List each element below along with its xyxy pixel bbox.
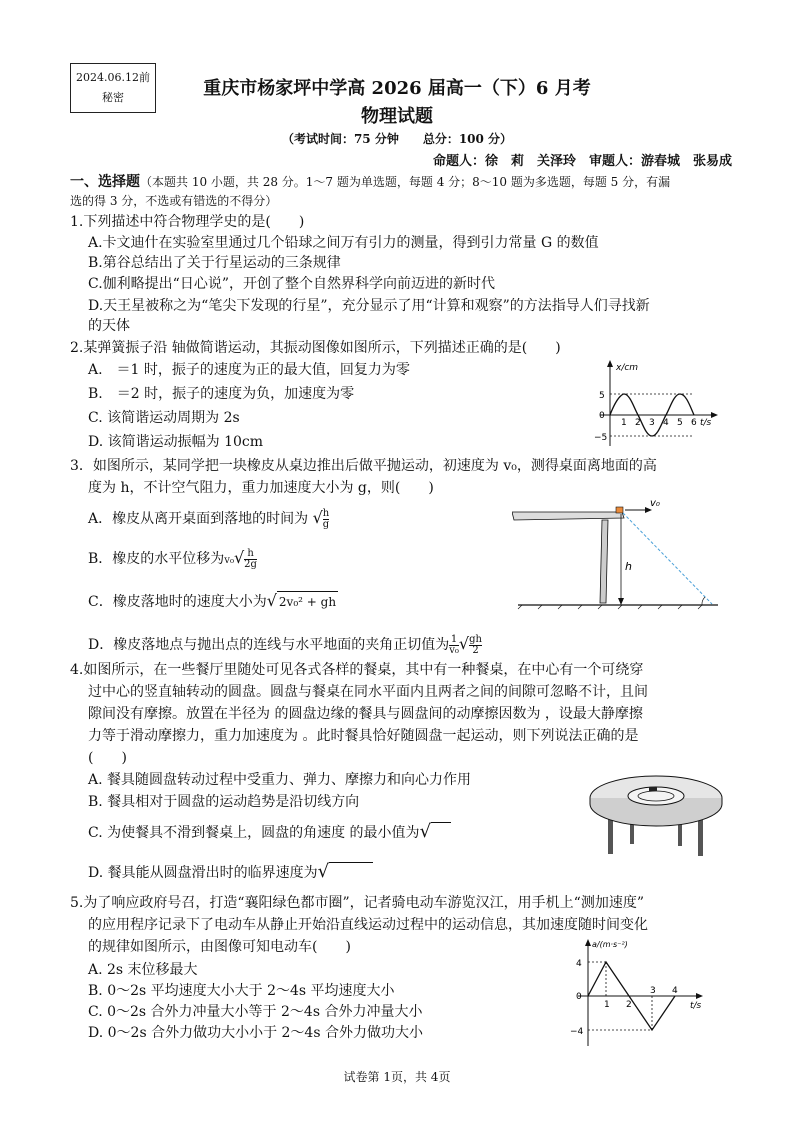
q3-table-leg	[600, 520, 608, 603]
q5-stem-line1: 5.为了响应政府号召，打造“襄阳绿色都市圈”，记者骑电动车游览汉江，用手机上“测加速度”	[70, 895, 644, 911]
q5-tick-4: 4	[672, 986, 678, 996]
q3-h-label: h	[625, 560, 632, 573]
q2-tick-3: 3	[649, 418, 655, 428]
q2-vibration-graph	[590, 358, 720, 448]
page-footer: 试卷第 1页，共 4页	[343, 1070, 451, 1084]
q1-option-d: D.天王星被称之为“笔尖下发现的行星”，充分显示了用“计算和观察”的方法指导人们寻找新	[88, 298, 650, 314]
authors: 命题人：徐 莉 关泽玲 审题人：游春城 张易成	[432, 154, 732, 169]
q5-option-d: D. 0～2s 合外力做功大小小于 2～4s 合外力做功大小	[88, 1025, 423, 1041]
q5-option-a: A. 2s 末位移最大	[88, 962, 198, 978]
q2-x-arrow	[711, 412, 718, 418]
q3-angle-arc	[702, 597, 705, 605]
q2-option-a: A. ＝1 时，振子的速度为正的最大值，回复力为零	[88, 362, 410, 378]
q5-tick-2: 2	[626, 1000, 632, 1010]
q3-stem-line2: 度为 h，不计空气阻力，重力加速度大小为 g，则( )	[88, 480, 434, 496]
q4-stem-line2: 过中心的竖直轴转动的圆盘。圆盘与餐桌在同水平面内且两者之间的间隙可忽略不计，且间	[88, 684, 648, 700]
section-note-line1: 一、选择题（本题共 10 小题，共 28 分。1～7 题为单选题，每题 4 分；8～10 题为多选题，每题 5 分，有漏	[70, 174, 671, 190]
q2-y-pos: 5	[599, 391, 605, 401]
q2-tick-5: 5	[677, 418, 683, 428]
exam-subtitle: 物理试题	[361, 106, 433, 127]
q3-d-fraction: $\frac{1}{\text{v₀}}$	[449, 633, 459, 656]
section-heading: 一、选择题	[70, 174, 140, 190]
exam-info: （考试时间：75 分钟 总分：100 分）	[281, 132, 513, 146]
q4-option-b: B. 餐具相对于圆盘的运动趋势是沿切线方向	[88, 794, 360, 810]
q4-option-d: D. 餐具能从圆盘滑出时的临界速度为√	[88, 862, 373, 883]
q3-tabletop	[512, 512, 624, 520]
q5-tick-1: 1	[604, 1000, 610, 1010]
q3-option-b: B．橡皮的水平位移为v₀√ $\frac{h}{2g}$	[88, 547, 257, 570]
exam-title: 重庆市杨家坪中学高 2026 届高一（下）6 月考	[203, 78, 591, 99]
q3-stem-line1: 3．如图所示，某同学把一块橡皮从桌边推出后做平抛运动，初速度为 v₀，测得桌面离地面的高	[70, 458, 657, 474]
q2-option-c: C. 该简谐运动周期为 2s	[88, 410, 240, 426]
q2-tick-2: 2	[635, 418, 641, 428]
q3-b-fraction: $\frac{h}{2g}$	[244, 547, 257, 570]
q4-stem-line4: 力等于滑动摩擦力，重力加速度为 。此时餐具恰好随圆盘一起运动，则下列说法正确的是	[88, 728, 639, 744]
q5-y-label: a/(m·s⁻²)	[592, 940, 628, 949]
q1-option-a: A.卡文迪什在实验室里通过几个铅球之间万有引力的测量，得到引力常量 G 的数值	[88, 235, 599, 251]
q3-option-d: D．橡皮落地点与抛出点的连线与水平地面的夹角正切值为 $\frac{1}{\text{v₀}}$ √ $\frac{gh}{2}$	[88, 633, 482, 656]
q5-stem-line3: 的规律如图所示，由图像可知电动车( )	[88, 939, 351, 955]
q4-stem-line3: 隙间没有摩擦。放置在半径为 的圆盘边缘的餐具与圆盘间的动摩擦因数为 ，设最大静摩擦	[88, 706, 643, 722]
q2-x-label: t/s	[700, 418, 712, 428]
q5-tick-3: 3	[650, 986, 656, 996]
q1-option-c: C.伽利略提出“日心说”，开创了整个自然界科学向前迈进的新时代	[88, 276, 495, 292]
q1-option-d-cont: 的天体	[88, 318, 130, 334]
q4-option-a: A. 餐具随圆盘转动过程中受重力、弹力、摩擦力和向心力作用	[88, 772, 472, 788]
q3-trajectory-line	[623, 513, 712, 604]
q2-y-zero: 0	[599, 411, 605, 421]
q4-tableware	[649, 787, 657, 791]
q5-y-pos: 4	[576, 959, 582, 969]
q5-stem-line2: 的应用程序记录下了电动车从静止开始沿直线运动过程中的运动信息，其加速度随时间变化	[88, 917, 648, 933]
q4-option-c: C. 为使餐具不滑到餐桌上，圆盘的角速度 的最小值为√	[88, 822, 451, 843]
q2-stem: 2.某弹簧振子沿 轴做简谐运动，其振动图像如图所示，下列描述正确的是( )	[70, 340, 561, 356]
q4-stem-line1: 4.如图所示，在一些餐厅里随处可见各式各样的餐桌，其中有一种餐桌，在中心有一个可绕穿	[70, 662, 644, 678]
q3-table-figure	[512, 498, 722, 610]
q2-tick-4: 4	[663, 418, 669, 428]
q2-y-arrow	[607, 360, 613, 367]
q2-y-label: x/cm	[616, 363, 639, 373]
section-note-line2: 选的得 3 分，不选或有错选的不得分）	[70, 194, 278, 208]
q3-option-a: A．橡皮从离开桌面到落地的时间为 √ $\frac{h}{g}$	[88, 507, 330, 530]
stamp-secret: 秘密	[102, 91, 124, 104]
q3-eraser	[616, 507, 623, 513]
stamp-date: 2024.06.12前	[76, 71, 150, 84]
q5-option-b: B. 0～2s 平均速度大小大于 2～4s 平均速度大小	[88, 983, 395, 999]
q3-option-c: C．橡皮落地时的速度大小为√ 2v₀² + gh	[88, 591, 337, 610]
q1-option-b: B.第谷总结出了关于行星运动的三条规律	[88, 255, 341, 271]
q5-option-c: C. 0～2s 合外力冲量大小等于 2～4s 合外力冲量大小	[88, 1004, 423, 1020]
q2-option-d: D. 该简谐运动振幅为 10cm	[88, 434, 264, 450]
q2-y-neg: −5	[594, 433, 608, 443]
q5-y-zero: 0	[576, 992, 582, 1002]
q2-tick-6: 6	[691, 418, 697, 428]
q3-v0-label: v₀	[650, 498, 660, 509]
q5-y-neg: −4	[570, 1027, 584, 1037]
q2-option-b: B. ＝2 时，振子的速度为负，加速度为零	[88, 386, 355, 402]
q3-a-fraction: $\frac{h}{g}$	[322, 507, 330, 530]
q1-stem: 1.下列描述中符合物理学史的是( )	[70, 214, 305, 230]
q4-table-figure	[586, 770, 726, 860]
q5-acceleration-graph	[564, 936, 714, 1048]
q2-tick-1: 1	[621, 418, 627, 428]
q5-x-label: t/s	[690, 1001, 702, 1011]
q4-stem-line5: ( )	[88, 750, 127, 766]
